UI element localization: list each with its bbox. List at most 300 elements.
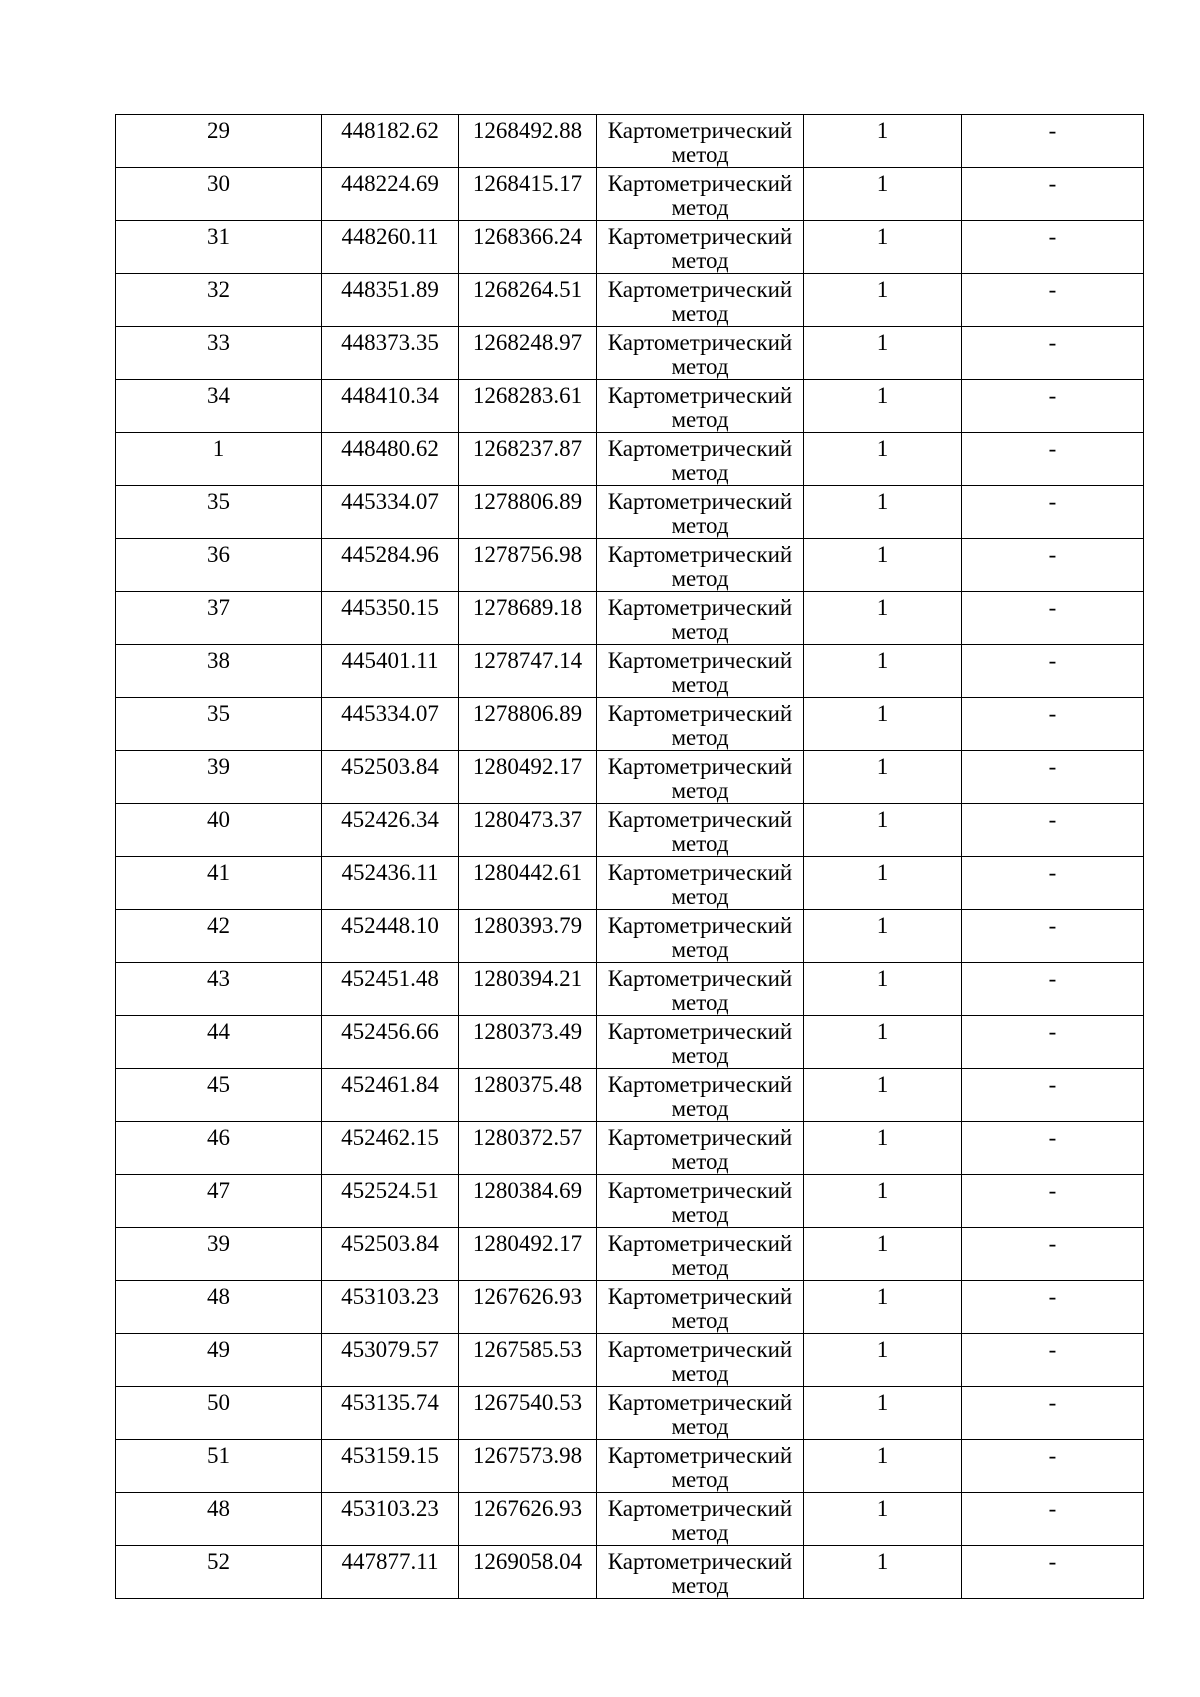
x-coordinate-cell — [322, 1016, 459, 1069]
point-number: 35 — [207, 701, 230, 726]
method-text-line-1: Картометрический — [607, 224, 793, 249]
table-row — [116, 1334, 1144, 1387]
x-coordinate-cell — [322, 274, 459, 327]
point-number-cell — [116, 592, 322, 645]
accuracy-value: 1 — [876, 754, 889, 779]
method-text-line-1: Картометрический — [607, 383, 793, 408]
y-coordinate: 1280375.48 — [472, 1072, 583, 1097]
method-cell — [597, 380, 804, 433]
note-cell — [962, 1122, 1144, 1175]
point-number: 1 — [212, 436, 225, 461]
accuracy-cell — [804, 1016, 962, 1069]
y-coordinate: 1268248.97 — [472, 330, 583, 355]
accuracy-cell — [804, 1228, 962, 1281]
method-text-line-2: метод — [671, 831, 729, 856]
y-coordinate-cell — [459, 910, 597, 963]
note-value: - — [1048, 1337, 1057, 1362]
method-cell — [597, 645, 804, 698]
method-cell — [597, 1069, 804, 1122]
note-value: - — [1048, 542, 1057, 567]
method-text-line-1: Картометрический — [607, 1231, 793, 1256]
y-coordinate-cell — [459, 433, 597, 486]
x-coordinate: 453103.23 — [341, 1496, 439, 1521]
point-number: 43 — [207, 966, 230, 991]
accuracy-value: 1 — [876, 224, 889, 249]
x-coordinate: 452456.66 — [341, 1019, 439, 1044]
point-number-cell — [116, 1440, 322, 1493]
note-cell — [962, 645, 1144, 698]
accuracy-value: 1 — [876, 1549, 889, 1574]
y-coordinate-cell — [459, 115, 597, 168]
method-text-line-1: Картометрический — [607, 118, 793, 143]
method-cell — [597, 433, 804, 486]
accuracy-value: 1 — [876, 118, 889, 143]
note-cell — [962, 168, 1144, 221]
note-value: - — [1048, 648, 1057, 673]
table-row — [116, 380, 1144, 433]
x-coordinate: 452436.11 — [341, 860, 439, 885]
note-cell — [962, 1069, 1144, 1122]
method-cell — [597, 857, 804, 910]
table-row — [116, 1016, 1144, 1069]
y-coordinate-cell — [459, 486, 597, 539]
point-number: 50 — [207, 1390, 230, 1415]
accuracy-cell — [804, 433, 962, 486]
accuracy-value: 1 — [876, 1178, 889, 1203]
point-number-cell — [116, 963, 322, 1016]
point-number: 44 — [207, 1019, 230, 1044]
point-number: 31 — [207, 224, 230, 249]
method-cell — [597, 115, 804, 168]
accuracy-value: 1 — [876, 966, 889, 991]
y-coordinate-cell — [459, 539, 597, 592]
note-value: - — [1048, 1549, 1057, 1574]
x-coordinate-cell — [322, 1387, 459, 1440]
accuracy-cell — [804, 645, 962, 698]
method-cell — [597, 1440, 804, 1493]
method-text-line-2: метод — [671, 1255, 729, 1280]
table-row — [116, 963, 1144, 1016]
note-value: - — [1048, 171, 1057, 196]
method-cell — [597, 751, 804, 804]
method-text-line-2: метод — [671, 619, 729, 644]
method-cell — [597, 1387, 804, 1440]
method-cell — [597, 1493, 804, 1546]
method-text-line-2: метод — [671, 1520, 729, 1545]
x-coordinate: 445334.07 — [341, 701, 439, 726]
table-row — [116, 592, 1144, 645]
y-coordinate: 1278806.89 — [472, 489, 583, 514]
method-cell — [597, 327, 804, 380]
accuracy-value: 1 — [876, 542, 889, 567]
accuracy-cell — [804, 592, 962, 645]
accuracy-value: 1 — [876, 489, 889, 514]
y-coordinate-cell — [459, 963, 597, 1016]
x-coordinate-cell — [322, 1228, 459, 1281]
method-text-line-1: Картометрический — [607, 701, 793, 726]
method-text-line-1: Картометрический — [607, 595, 793, 620]
y-coordinate-cell — [459, 592, 597, 645]
table-row — [116, 645, 1144, 698]
accuracy-value: 1 — [876, 701, 889, 726]
point-number-cell — [116, 433, 322, 486]
y-coordinate: 1268492.88 — [472, 118, 583, 143]
method-cell — [597, 698, 804, 751]
x-coordinate: 448373.35 — [341, 330, 439, 355]
table-row — [116, 221, 1144, 274]
method-text-line-2: метод — [671, 142, 729, 167]
y-coordinate-cell — [459, 804, 597, 857]
accuracy-cell — [804, 115, 962, 168]
accuracy-value: 1 — [876, 595, 889, 620]
note-value: - — [1048, 807, 1057, 832]
accuracy-cell — [804, 963, 962, 1016]
accuracy-value: 1 — [876, 330, 889, 355]
accuracy-cell — [804, 539, 962, 592]
note-value: - — [1048, 1231, 1057, 1256]
point-number-cell — [116, 380, 322, 433]
method-text-line-1: Картометрический — [607, 807, 793, 832]
accuracy-cell — [804, 1387, 962, 1440]
x-coordinate-cell — [322, 1281, 459, 1334]
note-value: - — [1048, 1390, 1057, 1415]
coordinates-table — [115, 114, 1144, 1599]
table-row — [116, 910, 1144, 963]
x-coordinate: 448410.34 — [341, 383, 439, 408]
y-coordinate-cell — [459, 1016, 597, 1069]
note-value: - — [1048, 436, 1057, 461]
method-cell — [597, 592, 804, 645]
method-text-line-2: метод — [671, 990, 729, 1015]
x-coordinate-cell — [322, 1069, 459, 1122]
accuracy-value: 1 — [876, 1231, 889, 1256]
note-cell — [962, 1175, 1144, 1228]
accuracy-cell — [804, 1493, 962, 1546]
accuracy-value: 1 — [876, 1390, 889, 1415]
method-text-line-2: метод — [671, 195, 729, 220]
y-coordinate-cell — [459, 857, 597, 910]
table-row — [116, 327, 1144, 380]
y-coordinate-cell — [459, 1440, 597, 1493]
point-number: 39 — [207, 754, 230, 779]
table-row — [116, 1440, 1144, 1493]
accuracy-value: 1 — [876, 1337, 889, 1362]
method-text-line-2: метод — [671, 407, 729, 432]
x-coordinate: 452503.84 — [341, 754, 439, 779]
table-row — [116, 751, 1144, 804]
x-coordinate: 445401.11 — [341, 648, 439, 673]
accuracy-value: 1 — [876, 383, 889, 408]
x-coordinate-cell — [322, 804, 459, 857]
note-cell — [962, 221, 1144, 274]
y-coordinate: 1267626.93 — [472, 1284, 583, 1309]
note-cell — [962, 539, 1144, 592]
table-row — [116, 1069, 1144, 1122]
note-value: - — [1048, 224, 1057, 249]
method-cell — [597, 274, 804, 327]
method-cell — [597, 1122, 804, 1175]
method-text-line-2: метод — [671, 513, 729, 538]
method-text-line-1: Картометрический — [607, 1496, 793, 1521]
point-number-cell — [116, 115, 322, 168]
x-coordinate: 453159.15 — [341, 1443, 439, 1468]
y-coordinate: 1280442.61 — [472, 860, 583, 885]
note-value: - — [1048, 1178, 1057, 1203]
accuracy-cell — [804, 168, 962, 221]
note-cell — [962, 1440, 1144, 1493]
note-value: - — [1048, 277, 1057, 302]
x-coordinate-cell — [322, 1546, 459, 1599]
method-cell — [597, 1334, 804, 1387]
method-cell — [597, 1546, 804, 1599]
table-row — [116, 804, 1144, 857]
method-text-line-1: Картометрический — [607, 542, 793, 567]
y-coordinate-cell — [459, 1122, 597, 1175]
y-coordinate-cell — [459, 168, 597, 221]
note-cell — [962, 857, 1144, 910]
table-row — [116, 168, 1144, 221]
method-cell — [597, 804, 804, 857]
y-coordinate: 1267573.98 — [472, 1443, 583, 1468]
x-coordinate-cell — [322, 963, 459, 1016]
y-coordinate: 1280384.69 — [472, 1178, 583, 1203]
y-coordinate: 1278806.89 — [472, 701, 583, 726]
accuracy-value: 1 — [876, 913, 889, 938]
point-number-cell — [116, 751, 322, 804]
point-number-cell — [116, 539, 322, 592]
point-number: 39 — [207, 1231, 230, 1256]
method-text-line-1: Картометрический — [607, 1443, 793, 1468]
table-row — [116, 1546, 1144, 1599]
x-coordinate: 445334.07 — [341, 489, 439, 514]
method-text-line-1: Картометрический — [607, 277, 793, 302]
table-row — [116, 1228, 1144, 1281]
point-number: 42 — [207, 913, 230, 938]
method-text-line-2: метод — [671, 1414, 729, 1439]
note-cell — [962, 115, 1144, 168]
table-row — [116, 1122, 1144, 1175]
note-cell — [962, 486, 1144, 539]
note-value: - — [1048, 1019, 1057, 1044]
point-number-cell — [116, 1069, 322, 1122]
table-row — [116, 1281, 1144, 1334]
point-number-cell — [116, 1228, 322, 1281]
note-value: - — [1048, 1072, 1057, 1097]
point-number: 45 — [207, 1072, 230, 1097]
x-coordinate: 448351.89 — [341, 277, 439, 302]
point-number: 41 — [207, 860, 230, 885]
method-cell — [597, 539, 804, 592]
method-text-line-2: метод — [671, 1202, 729, 1227]
y-coordinate: 1278689.18 — [472, 595, 583, 620]
x-coordinate: 452524.51 — [341, 1178, 439, 1203]
x-coordinate: 453103.23 — [341, 1284, 439, 1309]
y-coordinate-cell — [459, 1334, 597, 1387]
method-text-line-2: метод — [671, 937, 729, 962]
note-value: - — [1048, 1496, 1057, 1521]
accuracy-cell — [804, 1334, 962, 1387]
x-coordinate: 452448.10 — [341, 913, 439, 938]
x-coordinate: 448260.11 — [341, 224, 439, 249]
method-cell — [597, 221, 804, 274]
method-text-line-1: Картометрический — [607, 754, 793, 779]
y-coordinate: 1269058.04 — [472, 1549, 583, 1574]
y-coordinate: 1267626.93 — [472, 1496, 583, 1521]
x-coordinate-cell — [322, 327, 459, 380]
method-cell — [597, 1175, 804, 1228]
x-coordinate-cell — [322, 1334, 459, 1387]
accuracy-cell — [804, 1069, 962, 1122]
x-coordinate: 445350.15 — [341, 595, 439, 620]
point-number: 48 — [207, 1284, 230, 1309]
accuracy-cell — [804, 327, 962, 380]
y-coordinate-cell — [459, 1069, 597, 1122]
accuracy-value: 1 — [876, 171, 889, 196]
x-coordinate: 452461.84 — [341, 1072, 439, 1097]
note-value: - — [1048, 966, 1057, 991]
table-row — [116, 539, 1144, 592]
x-coordinate-cell — [322, 486, 459, 539]
note-cell — [962, 963, 1144, 1016]
note-cell — [962, 1281, 1144, 1334]
method-text-line-2: метод — [671, 1573, 729, 1598]
method-cell — [597, 1228, 804, 1281]
y-coordinate-cell — [459, 1281, 597, 1334]
table-row — [116, 486, 1144, 539]
y-coordinate: 1267585.53 — [472, 1337, 583, 1362]
method-text-line-2: метод — [671, 1096, 729, 1121]
note-value: - — [1048, 1443, 1057, 1468]
y-coordinate: 1280492.17 — [472, 1231, 583, 1256]
method-cell — [597, 486, 804, 539]
point-number-cell — [116, 1334, 322, 1387]
x-coordinate-cell — [322, 168, 459, 221]
y-coordinate-cell — [459, 274, 597, 327]
accuracy-cell — [804, 1281, 962, 1334]
accuracy-cell — [804, 698, 962, 751]
method-text-line-1: Картометрический — [607, 860, 793, 885]
note-value: - — [1048, 1284, 1057, 1309]
note-value: - — [1048, 754, 1057, 779]
y-coordinate: 1280393.79 — [472, 913, 583, 938]
point-number: 49 — [207, 1337, 230, 1362]
note-value: - — [1048, 118, 1057, 143]
method-text-line-2: метод — [671, 1149, 729, 1174]
point-number: 48 — [207, 1496, 230, 1521]
table-row — [116, 115, 1144, 168]
point-number: 40 — [207, 807, 230, 832]
accuracy-cell — [804, 910, 962, 963]
y-coordinate: 1280372.57 — [472, 1125, 583, 1150]
point-number-cell — [116, 1281, 322, 1334]
accuracy-value: 1 — [876, 1443, 889, 1468]
accuracy-value: 1 — [876, 1125, 889, 1150]
point-number: 30 — [207, 171, 230, 196]
table-row — [116, 857, 1144, 910]
note-value: - — [1048, 330, 1057, 355]
method-text-line-2: метод — [671, 1043, 729, 1068]
accuracy-cell — [804, 1122, 962, 1175]
method-cell — [597, 910, 804, 963]
method-text-line-2: метод — [671, 354, 729, 379]
point-number: 51 — [207, 1443, 230, 1468]
accuracy-value: 1 — [876, 807, 889, 832]
point-number: 47 — [207, 1178, 230, 1203]
y-coordinate-cell — [459, 327, 597, 380]
x-coordinate: 453135.74 — [341, 1390, 439, 1415]
x-coordinate-cell — [322, 1175, 459, 1228]
method-text-line-2: метод — [671, 460, 729, 485]
accuracy-cell — [804, 274, 962, 327]
accuracy-value: 1 — [876, 648, 889, 673]
method-text-line-2: метод — [671, 566, 729, 591]
point-number: 46 — [207, 1125, 230, 1150]
y-coordinate-cell — [459, 698, 597, 751]
method-text-line-2: метод — [671, 1467, 729, 1492]
accuracy-cell — [804, 1546, 962, 1599]
note-value: - — [1048, 1125, 1057, 1150]
x-coordinate-cell — [322, 698, 459, 751]
note-value: - — [1048, 701, 1057, 726]
method-cell — [597, 1281, 804, 1334]
note-cell — [962, 592, 1144, 645]
y-coordinate: 1278756.98 — [472, 542, 583, 567]
method-text-line-1: Картометрический — [607, 1390, 793, 1415]
y-coordinate-cell — [459, 751, 597, 804]
method-text-line-2: метод — [671, 248, 729, 273]
y-coordinate: 1280373.49 — [472, 1019, 583, 1044]
y-coordinate: 1268283.61 — [472, 383, 583, 408]
method-text-line-1: Картометрический — [607, 171, 793, 196]
note-cell — [962, 327, 1144, 380]
method-text-line-2: метод — [671, 725, 729, 750]
point-number-cell — [116, 274, 322, 327]
method-text-line-1: Картометрический — [607, 489, 793, 514]
y-coordinate: 1268237.87 — [472, 436, 583, 461]
note-cell — [962, 1546, 1144, 1599]
accuracy-value: 1 — [876, 277, 889, 302]
table-row — [116, 274, 1144, 327]
accuracy-cell — [804, 857, 962, 910]
y-coordinate: 1267540.53 — [472, 1390, 583, 1415]
note-cell — [962, 698, 1144, 751]
y-coordinate-cell — [459, 1387, 597, 1440]
point-number: 29 — [207, 118, 230, 143]
method-text-line-1: Картометрический — [607, 1178, 793, 1203]
accuracy-value: 1 — [876, 860, 889, 885]
point-number-cell — [116, 1175, 322, 1228]
y-coordinate: 1278747.14 — [472, 648, 583, 673]
note-cell — [962, 380, 1144, 433]
method-text-line-2: метод — [671, 672, 729, 697]
point-number: 37 — [207, 595, 230, 620]
accuracy-cell — [804, 1175, 962, 1228]
point-number-cell — [116, 1122, 322, 1175]
point-number-cell — [116, 857, 322, 910]
x-coordinate-cell — [322, 857, 459, 910]
point-number-cell — [116, 1546, 322, 1599]
accuracy-value: 1 — [876, 436, 889, 461]
point-number: 33 — [207, 330, 230, 355]
x-coordinate: 452451.48 — [341, 966, 439, 991]
method-text-line-1: Картометрический — [607, 1019, 793, 1044]
method-cell — [597, 963, 804, 1016]
table-body — [116, 115, 1144, 1599]
x-coordinate: 452462.15 — [341, 1125, 439, 1150]
method-text-line-1: Картометрический — [607, 1337, 793, 1362]
method-text-line-2: метод — [671, 884, 729, 909]
method-text-line-2: метод — [671, 301, 729, 326]
